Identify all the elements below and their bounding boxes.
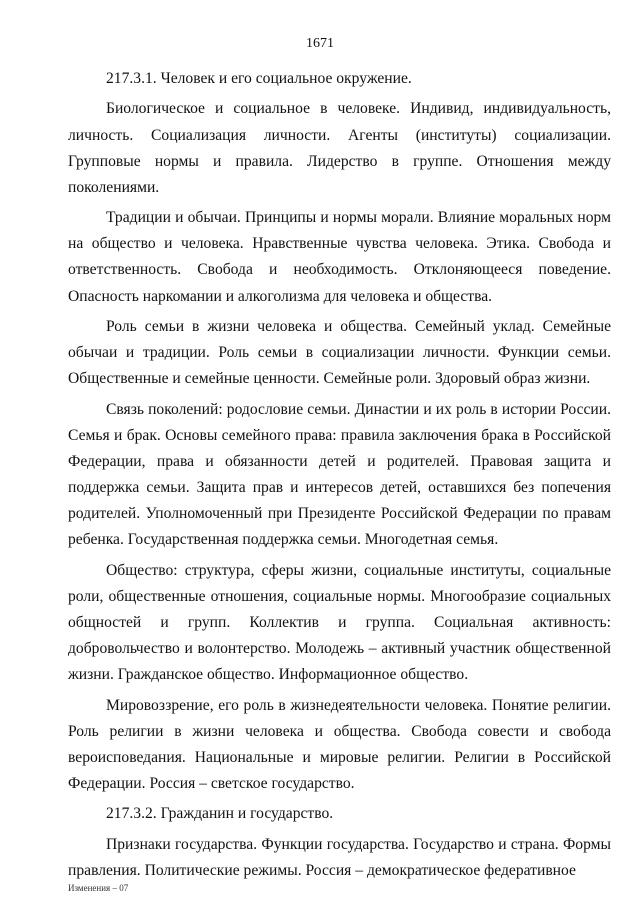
paragraph-worldview-religion: Мировоззрение, его роль в жизнедеятельности человека. Понятие религии. Роль религии в жизни человека и общества. Свобода совести и свобода вероисповедания. Национальные и мировые религии. Религии в Российской Федерации. Россия – светское государство. <box>68 696 611 792</box>
paragraph-society-structure: Общество: структура, сферы жизни, социальные институты, социальные роли, общественные отношения, социальные нормы. Многообразие социальных общностей и групп. Коллектив и группа. Социальная активность: добровольчество и волонтерство. Молодежь – активный участник общественной жизни. Гражданское общество. Информационное общество. <box>68 561 611 684</box>
section-heading-217-3-2: 217.3.2. Гражданин и государство. <box>106 805 334 823</box>
footer-revision-note: Изменения – 07 <box>68 883 129 893</box>
paragraph-biological-social: Биологическое и социальное в человеке. Индивид, индивидуальность, личность. Социализация личности. Агенты (институты) социализации. Групповые нормы и правила. Лидерство в группе. Отношения между поколениями. <box>68 100 611 196</box>
section-heading-217-3-1: 217.3.1. Человек и его социальное окружение. <box>106 70 412 87</box>
body-text <box>68 66 611 888</box>
paragraph-generations-family-law: Связь поколений: родословие семьи. Династии и их роль в истории России. Семья и брак. Основы семейного права: правила заключения брака в Российской Федерации, права и обязанности детей и родителей. Правовая защита и поддержка семьи. Защита прав и интересов детей, оставшихся без попечения родителей. Уполномоченный при Президенте Российской Федерации по правам ребенка. Государственная поддержка семьи. Многодетная семья. <box>68 400 611 549</box>
paragraph-family-role: Роль семьи в жизни человека и общества. Семейный уклад. Семейные обычаи и традиции. Роль семьи в социализации личности. Функции семьи. Общественные и семейные ценности. Семейные роли. Здоровый образ жизни. <box>68 318 611 388</box>
paragraph-state-features: Признаки государства. Функции государства. Государство и страна. Формы правления. Политические режимы. Россия – демократическое федеративное <box>68 835 611 879</box>
paragraph-traditions-morals: Традиции и обычаи. Принципы и нормы морали. Влияние моральных норм на общество и человека. Нравственные чувства человека. Этика. Свобода и ответственность. Свобода и необходимость. Отклоняющееся поведение. Опасность наркомании и алкоголизма для человека и общества. <box>68 209 611 305</box>
page-number: 1671 <box>306 36 334 51</box>
